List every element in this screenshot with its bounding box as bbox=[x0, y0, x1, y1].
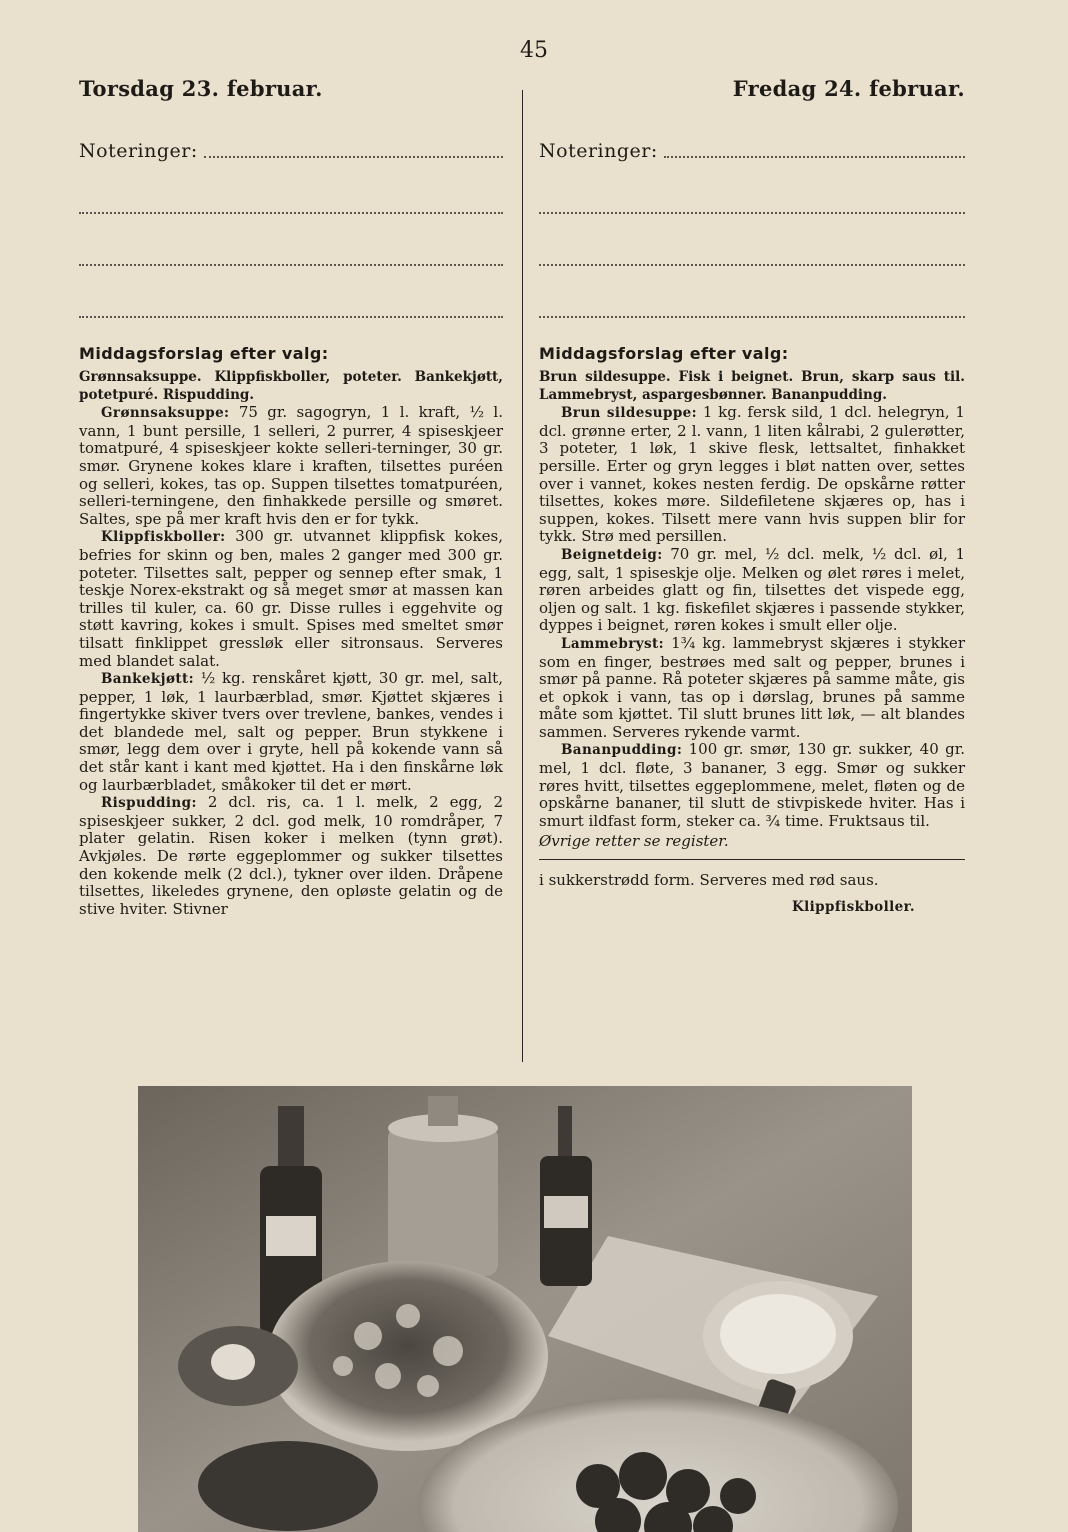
recipe-text: 300 gr. utvannet klippfisk kokes, befries for skinn og ben, males 2 ganger med 300 gr. poteter. Tilsettes salt, pepper og sennep efter smak, 1 teskje Norex-ekstrakt og så meget smør at massen kan trilles til kuler, ca. 60 gr. Disse rulles i eggehvite og støtt kavring, kokes i smult. Spises med smeltet smør tilsatt finklippet gressløk eller sitronsaus. Serveres med blandet salat. bbox=[79, 527, 503, 670]
recipe-name: Klippfiskboller: bbox=[101, 529, 226, 546]
recipe bbox=[539, 404, 965, 546]
notes-line[interactable] bbox=[79, 210, 503, 214]
notes-line[interactable] bbox=[204, 156, 503, 158]
menu-section-left bbox=[79, 344, 503, 918]
recipe bbox=[79, 404, 503, 528]
notes-label-right: Noteringer: bbox=[539, 140, 658, 162]
day-heading-left: Torsdag 23. februar. bbox=[79, 76, 323, 101]
recipe bbox=[79, 528, 503, 670]
notes-line[interactable] bbox=[539, 314, 965, 318]
menu-dishes-left: Grønnsaksuppe. Klippfiskboller, poteter. Bankekjøtt, potetpuré. Rispudding. bbox=[79, 369, 503, 403]
recipe-text: 1¾ kg. lammebryst skjæres i stykker som en finger, bestrøes med salt og pepper, brunes i smør på panne. Rå poteter skjæres på samme måte, gis et opkok i vann, tas op i dørslag, brunes på samme måte som kjøttet. Til slutt brunes litt løk, — alt blandes sammen. Serveres rykende varmt. bbox=[539, 633, 965, 741]
photo-caption: Klippfiskboller. bbox=[791, 898, 915, 915]
recipe bbox=[79, 670, 503, 794]
notes-line[interactable] bbox=[79, 262, 503, 266]
food-photo bbox=[138, 1086, 912, 1532]
menu-section-right bbox=[539, 344, 965, 915]
recipe-name: Grønnsaksuppe: bbox=[101, 405, 230, 422]
recipe-text: 70 gr. mel, ½ dcl. melk, ½ dcl. øl, 1 egg, salt, 1 spiseskje olje. Melken og ølet røres i melet, røren arbeides glatt og fin, tilsettes det vispede egg, oljen og salt. 1 kg. fiskefilet skjæres i passende stykker, dyppes i beignet, røren kokes i smult eller olje. bbox=[539, 544, 965, 635]
notes-label-left: Noteringer: bbox=[79, 140, 198, 162]
recipe-text: 1 kg. fersk sild, 1 dcl. helegryn, 1 dcl. grønne erter, 2 l. vann, 1 liten kålrabi, 2 gulerøtter, 3 poteter, 1 løk, 1 skive flesk, lettsaltet, finhakket persille. Erter og gryn legges i bløt natten over, settes over i vannet, kokes nesten ferdig. De opskårne røtter tilsettes, kokes møre. Sildefiletene skjæres op, has i suppen, kokes. Tilsett mere vann hvis suppen blir for tykk. Strø med persillen. bbox=[539, 403, 965, 546]
recipe bbox=[79, 794, 503, 918]
recipe-text: 75 gr. sagogryn, 1 l. kraft, ½ l. vann, 1 bunt persille, 1 selleri, 2 purrer, 4 spiseskjeer tomatpuré, 4 spiseskjeer kokte selleri-terninger, 30 gr. smør. Grynene kokes klare i kraften, tilsettes puréen og selleri, kokes, tas op. Suppen tilsettes tomatpuréen, selleri-terningene, den finhakkede persille og smøret. Saltes, spe på mer kraft hvis den er for tykk. bbox=[79, 403, 503, 528]
page-number: 45 bbox=[520, 38, 548, 63]
recipe-text: 2 dcl. ris, ca. 1 l. melk, 2 egg, 2 spiseskjeer sukker, 2 dcl. god melk, 10 romdråper, 7 plater gelatin. Risen koker i melken (tynn grøt). Avkjøles. De rørte eggeplommer og sukker tilsettes den kokende melk (2 dcl.), tykner over ilden. Dråpene tilsettes, likeledes grynene, den opløste gelatin og de stive hviter. Stivner bbox=[79, 793, 503, 918]
recipe bbox=[539, 741, 965, 830]
recipe-name: Rispudding: bbox=[101, 795, 197, 812]
recipe bbox=[539, 546, 965, 635]
menu-heading-right: Middagsforslag efter valg: bbox=[539, 344, 789, 363]
notes-section-right bbox=[539, 140, 965, 318]
tin-can bbox=[388, 1096, 498, 1276]
recipe bbox=[539, 635, 965, 742]
notes-line[interactable] bbox=[79, 314, 503, 318]
notes-line[interactable] bbox=[539, 262, 965, 266]
footer-note: Øvrige retter se register. bbox=[539, 833, 965, 860]
recipe-name: Bananpudding: bbox=[561, 742, 683, 759]
recipe-name: Bankekjøtt: bbox=[101, 671, 195, 688]
recipe-name: Brun sildesuppe: bbox=[561, 405, 698, 422]
notes-line[interactable] bbox=[539, 210, 965, 214]
menu-heading-left: Middagsforslag efter valg: bbox=[79, 344, 329, 363]
herb-dish bbox=[198, 1441, 378, 1531]
recipes-left bbox=[79, 404, 503, 918]
recipe-text: 100 gr. smør, 130 gr. sukker, 40 gr. mel, 1 dcl. fløte, 3 bananer, 3 egg. Smør og sukker røres hvitt, tilsettes eggeplommene, melet, fløten og de opskårne bananer, til slutt de stivpiskede hviter. Has i smurt ildfast form, steker ca. ¾ time. Fruktsaus til. bbox=[539, 740, 965, 830]
recipe-name: Lammebryst: bbox=[561, 635, 665, 652]
notes-section-left bbox=[79, 140, 503, 318]
column-divider bbox=[522, 90, 523, 1062]
notes-line[interactable] bbox=[664, 156, 965, 158]
day-heading-right: Fredag 24. februar. bbox=[732, 76, 965, 101]
recipes-right bbox=[539, 404, 965, 830]
continuation-text: i sukkerstrødd form. Serveres med rød saus. bbox=[539, 871, 879, 890]
recipe-text: ½ kg. renskåret kjøtt, 30 gr. mel, salt, pepper, 1 løk, 1 laurbærblad, smør. Kjøttet skjæres i fingertykke skiver tvers over trevlene, bankes, vendes i det blandede mel, salt og pepper. Brun stykkene i smør, legg dem over i gryte, hell på kokende vann så det står kant i kant med kjøttet. Ha i den finskårne løk og laurbærbladet, småkoker til det er mørt. bbox=[79, 669, 503, 794]
recipe-name: Beignetdeig: bbox=[561, 546, 663, 563]
menu-dishes-right: Brun sildesuppe. Fisk i beignet. Brun, skarp saus til. Lammebryst, aspargesbønner. Bananpudding. bbox=[539, 369, 965, 403]
